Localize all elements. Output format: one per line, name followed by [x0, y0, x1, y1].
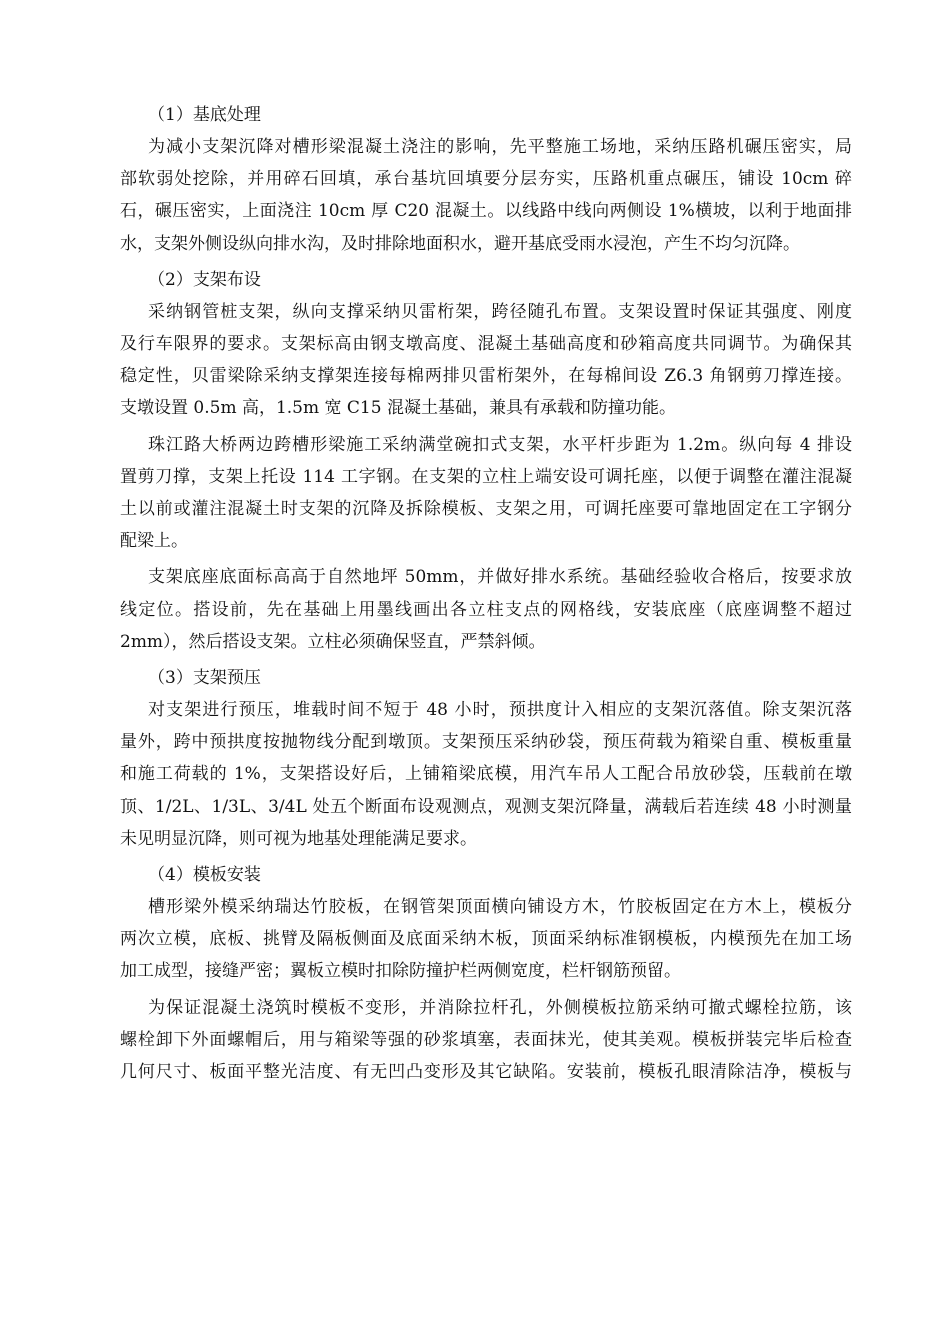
paragraph-line: 两次立模，底板、挑臂及隔板侧面及底面采纳木板，顶面采纳标准钢模板，内模预先在加工场	[120, 929, 852, 950]
paragraph-line: 水，支架外侧设纵向排水沟，及时排除地面积水，避开基底受雨水浸泡，产生不均匀沉降。	[120, 233, 800, 254]
paragraph-line: 稳定性，贝雷梁除采纳支撑架连接每棉两排贝雷桁架外，在每棉间设 Z6.3 角钢剪刀撑连接。	[120, 366, 852, 387]
body-paragraph	[120, 131, 852, 260]
paragraph-line: 珠江路大桥两边跨槽形梁施工采纳满堂碗扣式支架，水平杆步距为 1.2m。纵向每 4 排设	[148, 434, 852, 455]
paragraph-line: 加工成型，接缝严密；翼板立模时扣除防撞护栏两侧宽度，栏杆钢筋预留。	[120, 961, 681, 982]
paragraph-line: 槽形梁外模采纳瑞达竹胶板，在钢管架顶面横向铺设方木，竹胶板固定在方木上，模板分	[148, 897, 852, 918]
body-paragraph	[120, 429, 852, 558]
paragraph-line: 量外，跨中预拱度按抛物线分配到墩顶。支架预压采纳砂袋，预压荷载为箱梁自重、模板重量	[120, 732, 852, 753]
paragraph-line: 及行车限界的要求。支架标高由钢支墩高度、混凝土基础高度和砂箱高度共同调节。为确保其	[120, 334, 852, 355]
paragraph-line: 螺栓卸下外面螺帽后，用与箱梁等强的砂浆填塞，表面抹光，使其美观。模板拼装完毕后检查	[120, 1029, 852, 1050]
paragraph-line: 支墩设置 0.5m 高，1.5m 宽 C15 混凝土基础，兼具有承载和防撞功能。	[120, 398, 676, 419]
body-paragraph	[120, 992, 852, 1089]
paragraph-line: 几何尺寸、板面平整光洁度、有无凹凸变形及其它缺陷。安装前，模板孔眼清除洁净，模板与	[120, 1062, 852, 1083]
paragraph-line: 对支架进行预压，堆载时间不短于 48 小时，预拱度计入相应的支架沉落值。除支架沉落	[148, 700, 852, 721]
paragraph-line: 为保证混凝土浇筑时模板不变形，并消除拉杆孔，外侧模板拉筋采纳可撤式螺栓拉筋，该	[148, 997, 852, 1018]
paragraph-line: 石，碾压密实，上面浇注 10cm 厚 C20 混凝土。以线路中线向两侧设 1%横坡，以利于地面排	[120, 201, 852, 222]
body-paragraph	[120, 296, 852, 425]
paragraph-line: 置剪刀撑，支架上托设 114 工字钢。在支架的立柱上端安设可调托座，以便于调整在灌注混凝	[120, 466, 852, 487]
section-heading: （1）基底处理	[148, 105, 261, 125]
paragraph-line: 配梁上。	[120, 531, 188, 552]
body-paragraph	[120, 561, 852, 658]
section-heading: （4）模板安装	[148, 865, 261, 886]
section-heading: （2）支架布设	[148, 269, 261, 290]
body-paragraph	[120, 891, 852, 988]
paragraph-line: 未见明显沉降，则可视为地基处理能满足要求。	[120, 828, 477, 849]
paragraph-line: 为减小支架沉降对槽形梁混凝土浇注的影响，先平整施工场地，采纳压路机碾压密实，局	[148, 137, 852, 157]
paragraph-line: 土以前或灌注混凝土时支架的沉降及拆除模板、支架之用，可调托座要可靠地固定在工字钢分	[120, 499, 852, 520]
paragraph-line: 采纳钢管桩支架，纵向支撑采纳贝雷桁架，跨径随孔布置。支架设置时保证其强度、刚度	[148, 301, 852, 322]
body-paragraph	[120, 694, 852, 855]
document-body	[120, 99, 852, 1092]
paragraph-line: 2mm），然后搭设支架。立柱必须确保竖直，严禁斜倾。	[120, 631, 546, 652]
section-heading: （3）支架预压	[148, 668, 261, 689]
paragraph-line: 线定位。搭设前，先在基础上用墨线画出各立柱支点的网格线，安装底座（底座调整不超过	[120, 599, 852, 620]
paragraph-line: 支架底座底面标高高于自然地坪 50mm，并做好排水系统。基础经验收合格后，按要求放	[148, 567, 852, 588]
paragraph-line: 顶、1/2L、1/3L、3/4L 处五个断面布设观测点，观测支架沉降量，满载后若连续 48 小时测量	[120, 796, 852, 817]
paragraph-line: 和施工荷载的 1%，支架搭设好后，上铺箱梁底模，用汽车吊人工配合吊放砂袋，压载前在墩	[120, 764, 852, 785]
paragraph-line: 部软弱处挖除，并用碎石回填，承台基坑回填要分层夯实，压路机重点碾压，铺设 10cm 碎	[120, 169, 852, 190]
